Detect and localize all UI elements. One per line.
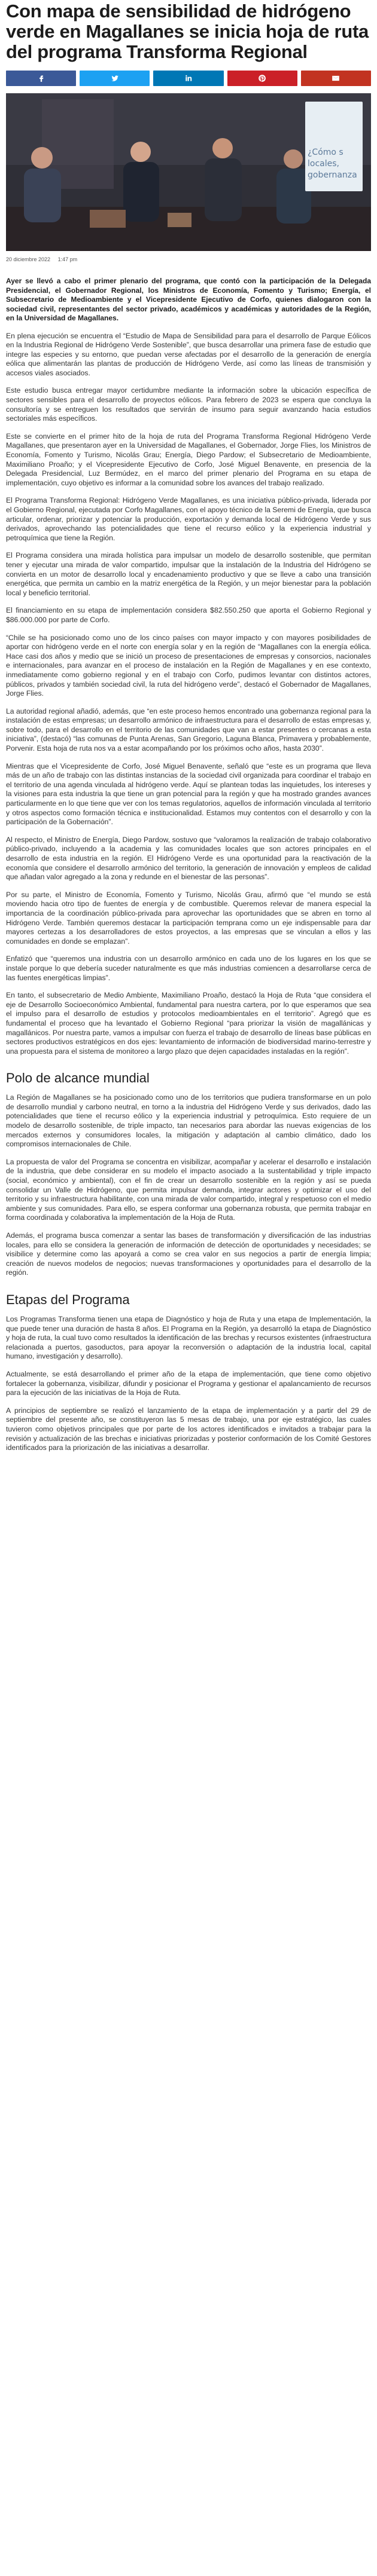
paragraph: Por su parte, el Ministro de Economía, Fomento y Turismo, Nicolás Grau, afirmó que “el mundo se está moviendo hacia otro tipo de fuentes de energía y de combustible. Queremos relevar de manera especial la importancia de la coordinación público-privada para aprovechar las oportunidades que se abren en torno al Hidrógeno Verde. También queremos destacar la participación temprana como un eje indispensable para dar mayores certezas a los desarrolladores de estos proyectos, a las empresas que se vinculan a ellos y las comunidades en donde se emplazan”. <box>6 890 371 946</box>
paragraph: En tanto, el subsecretario de Medio Ambiente, Maximiliano Proaño, destacó la Hoja de Ruta “que considera el eje de Desarrollo Socioeconómico Ambiental, fundamental para nuestra cartera, por lo que esperamos que sea el impulso para el desarrollo de estudios y protocolos medioambientales en el territorio”. Agregó que es fundamental el proceso que ha levantado el Gobierno Regional “para priorizar la visión de magallánicas y magallánicos. Por nuestra parte, vamos a impulsar con fuerza el trabajo de desarrollo de líneas base públicas en sectores productivos estratégicos en dos ejes: levantamiento de información de biodiversidad marino-terrestre y una propuesta para el sistema de monitoreo a largo plazo que dejen capacidades instaladas en la región”. <box>6 991 371 1056</box>
article-lead: Ayer se llevó a cabo el primer plenario del programa, que contó con la participación de la Delegada Presidencial, el Gobernador Regional, los Ministros de Economía, Fomento y Turismo; Energía, el Subsecretario de Medioambiente y el Vicepresidente Ejecutivo de Corfo, quienes dialogaron con la sociedad civil, representantes del sector privado, académicos y académicas y autoridades de la Región, en la Universidad de Magallanes. <box>6 277 371 322</box>
article-time: 1:47 pm <box>57 256 78 262</box>
twitter-icon <box>111 74 119 82</box>
share-linkedin-button[interactable] <box>153 71 223 86</box>
paragraph: Además, el programa busca comenzar a sentar las bases de transformación y diversificación de las industrias locales, para ello se considera la generación de información de detección de oportunidades y necesidades; se visibilice y determine como las apoyará a como se crea valor en sus negocios a partir de energía limpia; creación de nuevos modelos de negocios; nuevas transformaciones y oportunidades para el desarrollo de la región. <box>6 1231 371 1277</box>
paragraph: Al respecto, el Ministro de Energía, Diego Pardow, sostuvo que “valoramos la realización de trabajo colaborativo público-privado, incluyendo a la academia y las comunidades locales que son actores principales en el desarrollo de esta industria en la región. El Hidrógeno Verde es una oportunidad para la reactivación de la economía que considere el desarrollo armónico del territorio, la generación de innovación y empleos de calidad que añadan valor agregado a la zona y redunde en el bienestar de las personas”. <box>6 835 371 882</box>
paragraph: El Programa Transforma Regional: Hidrógeno Verde Magallanes, es una iniciativa público-privada, liderada por el Gobierno Regional, ejecutada por Corfo Magallanes, con el apoyo técnico de la Seremi de Energía, que busca articular, ordenar, priorizar y potenciar la producción, exportación y demanda local de Hidrógeno Verde y sus derivados, aprovechando las potencialidades que tiene el recurso eólico y la experiencia industrial y petroquímica que tiene la Región. <box>6 496 371 542</box>
paragraph: En plena ejecución se encuentra el “Estudio de Mapa de Sensibilidad para para el desarrollo de Parque Eólicos en la Industria Regional de Hidrógeno Verde Sostenible”, que busca desarrollar una primera fase de estudio que integre las especies y su entorno, que puedan verse afectadas por el desarrollo de la generación de energía eólica que alimentarán las plantas de producción de Hidrógeno Verde, así como las líneas de transmisión y accesos viales asociados. <box>6 331 371 377</box>
paragraph: Actualmente, se está desarrollando el primer año de la etapa de implementación, que tiene como objetivo fortalecer la gobernanza, visibilizar, difundir y posicionar el Programa y gestionar el apalancamiento de recursos para la ejecución de las iniciativas de la Hoja de Ruta. <box>6 1369 371 1397</box>
section-heading-etapas: Etapas del Programa <box>6 1292 130 1307</box>
article-title: Con mapa de sensibilidad de hidrógeno verde en Magallanes se inicia hoja de ruta del programa Transforma Regional <box>6 1 369 62</box>
paragraph: “Chile se ha posicionado como uno de los cinco países con mayor impacto y con mayores posibilidades de aportar con hidrógeno verde en el norte con energía solar y en la región de “Magallanes con la energía eólica. Hace casi dos años y medio que se inició un proceso de presentaciones de empresas y consorcios, nacionales e internacionales, para avanzar en el proceso de instalación en la Región de Magallanes y en ese contexto, inmediatamente como gobierno regional y en el trabajo con Corfo, pudimos levantar con distintos actores, públicos, privados y también sociedad civil, la ruta del hidrógeno verde”, destacó el Gobernador de Magallanes, Jorge Flies. <box>6 633 371 698</box>
paragraph: Este estudio busca entregar mayor certidumbre mediante la información sobre la ubicación específica de sectores sensibles para el desarrollo de proyectos eólicos. Para febrero de 2023 se espera que concluya la consultoría y se entreguen los resultados que servirán de insumo para seguir avanzando hacia estudios sectoriales más específicos. <box>6 386 371 423</box>
paragraph: A principios de septiembre se realizó el lanzamiento de la etapa de implementación y a partir del 29 de septiembre del presente año, se constituyeron las 5 mesas de trabajo, una por eje estratégico, las cuales tuvieron como objetivos principales que por parte de los actores identificados e invitados a trabajar para la revisión y actualización de las brechas e iniciativas priorizadas y posterior conformación de los Comité Gestores identificados para la priorización de las iniciativas a desarrollar. <box>6 1406 371 1452</box>
pinterest-icon <box>258 74 266 82</box>
hero-photo <box>6 93 371 251</box>
linkedin-icon <box>184 74 193 82</box>
paragraph: El financiamiento en su etapa de implementación considera $82.550.250 que aporta el Gobierno Regional y $86.000.000 por parte de Corfo. <box>6 606 371 624</box>
paragraph: Enfatizó que “queremos una industria con un desarrollo armónico en cada uno de los lugares en los que se instale porque lo que debería suceder naturalmente es que más industrias comiencen a desarrollarse cerca de las fuentes energéticas limpias”. <box>6 954 371 982</box>
email-icon <box>332 74 340 82</box>
paragraph: Este se convierte en el primer hito de la hoja de ruta del Programa Transforma Regional Hidrógeno Verde Magallanes, que presentaron ayer en la Universidad de Magallanes, el Gobernador, Jorge Flies, los Ministros de Economía, Fomento y Turismo, Nicolás Grau; Energía, Diego Pardow; el Subsecretario de Medioambiente, Maximiliano Proaño; y el Vicepresidente Ejecutivo de Corfo, José Miguel Benavente, en presencia de la Delegada Presidencial, Luz Bermúdez, en el marco del primer plenario del Programa en su etapa de implementación, cuyo objetivo es informar a la comunidad sobre los avances del trabajo realizado. <box>6 432 371 487</box>
share-email-button[interactable] <box>301 71 371 86</box>
paragraph: Los Programas Transforma tienen una etapa de Diagnóstico y hoja de Ruta y una etapa de Implementación, la que puede tener una duración de hasta 8 años. El Programa en la Región, ya desarrolló la etapa de Diagnóstico y hoja de ruta, la cual tuvo como resultados la identificación de las brechas y recursos existentes (infraestructura relacionada a puertos, gasoductos, para apoyar la reconversión o adaptación de la industria local, capital humano, investigación y desarrollo). <box>6 1314 371 1361</box>
article-meta <box>6 256 371 262</box>
share-pinterest-button[interactable] <box>227 71 297 86</box>
share-bar <box>6 71 371 86</box>
share-facebook-button[interactable] <box>6 71 76 86</box>
paragraph: La Región de Magallanes se ha posicionado como uno de los territorios que pudiera transformarse en un polo de desarrollo mundial y carbono neutral, en torno a la industria del Hidrógeno Verde y sus derivados, dado las potencialidades que tiene el recurso eólico y la experiencia industrial y petroquímica. Esto requiere de un modelo de desarrollo sostenible, de triple impacto, tan necesarios para abordar las nuevas exigencias de los mercados externos y consumidores locales, la mitigación y adaptación al cambio climático, dado los compromisos internacionales de Chile. <box>6 1093 371 1149</box>
facebook-icon <box>37 74 45 82</box>
share-twitter-button[interactable] <box>80 71 150 86</box>
article-date: 20 diciembre 2022 <box>6 256 51 262</box>
screen-text: ¿Cómo s locales, gobernanza <box>308 148 357 180</box>
section-heading-polo: Polo de alcance mundial <box>6 1070 150 1086</box>
paragraph: Mientras que el Vicepresidente de Corfo, José Miguel Benavente, señaló que “este es un programa que lleva más de un año de trabajo con las distintas instancias de la sociedad civil organizada para coordinar el trabajo en el territorio de una agenda vinculada al hidrógeno verde. Aquí se plantean todas las inquietudes, los intereses y la visiones para esta industria la que tiene un gran potencial para la región y que ha mostrado grandes avances particularmente en lo que tiene que ver con los temas regulatorios, aquellos de información vinculada al territorio y otros aspectos como formación técnica e institucionalidad. Estamos muy contentos con el desarrollo y con la participación de la Gobernación”. <box>6 761 371 827</box>
paragraph: La autoridad regional añadió, además, que “en este proceso hemos encontrado una gobernanza regional para la instalación de estas empresas; un desarrollo armónico de infraestructura para el desarrollo de estas empresas y, sobre todo, para el desarrollo en el territorio de las comunidades que van a estar presentes o cercanas a esta iniciativa”, (destacó) “las comunas de Punta Arenas, San Gregorio, Laguna Blanca, Primavera y probablemente, Porvenir. Esta hoja de ruta nos va a estar acompañando por los próximos ocho años, hasta 2030”. <box>6 706 371 753</box>
paragraph: La propuesta de valor del Programa se concentra en visibilizar, acompañar y acelerar el desarrollo e instalación de la industria, que debe considerar en su modelo el impacto asociado a la sustentabilidad y triple impacto (social, económico y ambiental), con el fin de crear un desarrollo sostenible en la región y así se pueda consolidar un Valle de Hidrógeno, que permita impulsar demanda, integrar actores y optimizar el uso del territorio y su infraestructura habilitante, con una mirada de valor compartido, integral y respetuoso con el medio ambiente y sus comunidades. Para ello, se espera conformar una gobernanza robusta, que permita trabajar en forma coordinada y colaborativa la implementación de la Hoja de Ruta. <box>6 1157 371 1222</box>
paragraph: El Programa considera una mirada holística para impulsar un modelo de desarrollo sostenible, que permitan tener y ejecutar una mirada de valor compartido, impulsar que la instalación de la Industria del Hidrógeno se convierta en un motor de desarrollo local y encadenamiento productivo y que se lleve a cabo una transición energética, que permita un cambio en la matriz energética de la Región, y un mejor bienestar para la población local y beneficio territorial. <box>6 551 371 597</box>
